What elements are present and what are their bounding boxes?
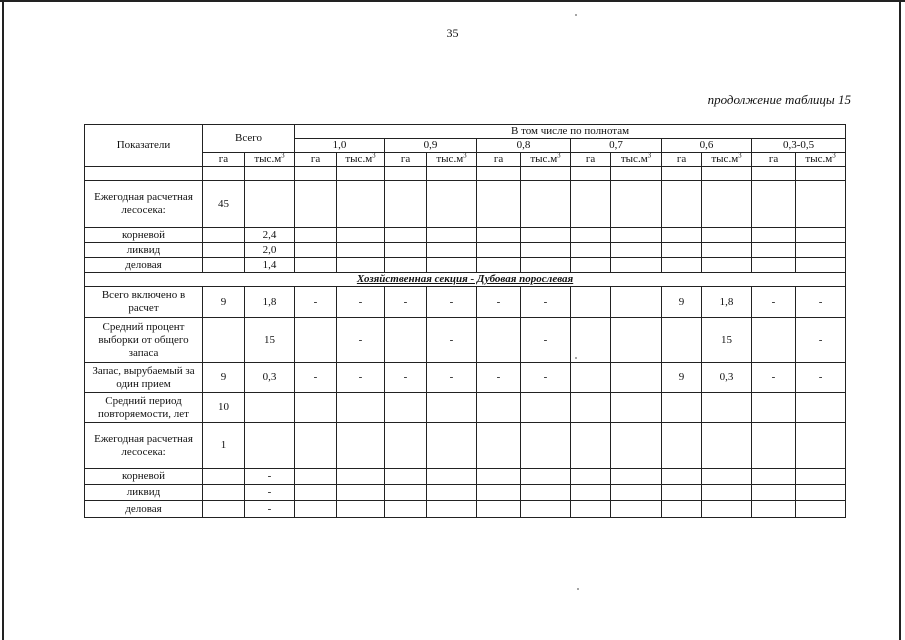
table-cell — [702, 258, 752, 273]
table-cell — [662, 393, 702, 423]
table-cell — [796, 469, 846, 485]
table-cell: 1,8 — [702, 287, 752, 318]
table-cell — [752, 167, 796, 181]
table-cell — [385, 501, 427, 518]
table-cell — [337, 485, 385, 501]
table-cell — [295, 318, 337, 363]
table-cell: 2,4 — [245, 228, 295, 243]
table-cell — [796, 485, 846, 501]
table-cell — [571, 181, 611, 228]
table-cell — [477, 501, 521, 518]
table-cell: - — [477, 363, 521, 393]
table-cell — [662, 423, 702, 469]
table-cell: - — [427, 287, 477, 318]
table-cell — [796, 501, 846, 518]
forest-table — [84, 124, 846, 518]
table-cell — [611, 501, 662, 518]
table-cell — [295, 485, 337, 501]
header-unit-ha: га — [571, 153, 611, 167]
table-cell — [611, 363, 662, 393]
table-cell — [385, 393, 427, 423]
table-cell — [521, 243, 571, 258]
table-cell — [571, 423, 611, 469]
table-cell — [796, 258, 846, 273]
table-cell — [385, 258, 427, 273]
header-unit-volume: $тыс.м^3$ — [427, 153, 477, 167]
table-cell: - — [796, 287, 846, 318]
table-cell — [752, 243, 796, 258]
table-cell: 9 — [662, 287, 702, 318]
table-cell — [521, 469, 571, 485]
table-row — [85, 258, 846, 273]
table-cell — [521, 228, 571, 243]
table-cell — [245, 167, 295, 181]
table-cell — [611, 485, 662, 501]
table-cell — [796, 393, 846, 423]
table-cell — [295, 228, 337, 243]
table-cell: - — [245, 501, 295, 518]
table-cell — [203, 318, 245, 363]
table-cell: 1,8 — [245, 287, 295, 318]
table-cell: - — [427, 363, 477, 393]
table-cell — [385, 228, 427, 243]
table-row — [85, 393, 846, 423]
table-cell — [611, 287, 662, 318]
table-cell — [702, 469, 752, 485]
table-row — [85, 363, 846, 393]
table-cell — [385, 485, 427, 501]
table-cell: - — [752, 363, 796, 393]
table-cell — [477, 318, 521, 363]
table-cell — [611, 469, 662, 485]
table-cell — [245, 393, 295, 423]
header-unit-volume: $тыс.м^3$ — [521, 153, 571, 167]
table-cell: 15 — [245, 318, 295, 363]
table-cell — [385, 243, 427, 258]
row-label: корневой — [85, 469, 203, 485]
header-unit-ha: га — [477, 153, 521, 167]
header-unit-volume: $тыс.м^3$ — [611, 153, 662, 167]
table-cell — [571, 501, 611, 518]
table-cell — [662, 485, 702, 501]
row-label: корневой — [85, 228, 203, 243]
header-unit-ha: га — [203, 153, 245, 167]
table-cell — [295, 167, 337, 181]
table-cell: 9 — [203, 363, 245, 393]
table-cell — [571, 287, 611, 318]
table-cell — [295, 181, 337, 228]
table-cell — [477, 181, 521, 228]
table-cell — [752, 423, 796, 469]
table-cell — [702, 167, 752, 181]
table-cell: 45 — [203, 181, 245, 228]
row-label: деловая — [85, 258, 203, 273]
table-cell — [662, 258, 702, 273]
row-label — [85, 167, 203, 181]
row-label: Всего включено в расчет — [85, 287, 203, 318]
section-title: Хозяйственная секция - Дубовая порослевая — [85, 273, 846, 287]
header-unit-volume: $тыс.м^3$ — [796, 153, 846, 167]
table-cell — [477, 258, 521, 273]
table-cell: - — [337, 363, 385, 393]
table-cell — [337, 393, 385, 423]
scan-speck — [575, 357, 577, 359]
table-cell — [611, 228, 662, 243]
table-cell: 0,3 — [245, 363, 295, 393]
table-cell — [702, 181, 752, 228]
table-cell — [385, 469, 427, 485]
table-cell — [427, 485, 477, 501]
row-label: деловая — [85, 501, 203, 518]
table-cell — [571, 469, 611, 485]
table-row — [85, 287, 846, 318]
table-cell — [611, 393, 662, 423]
row-label: ликвид — [85, 485, 203, 501]
table-cell — [662, 501, 702, 518]
table-cell: 0,3 — [702, 363, 752, 393]
table-cell — [477, 485, 521, 501]
table-cell — [571, 393, 611, 423]
table-cell — [337, 167, 385, 181]
header-unit-ha: га — [385, 153, 427, 167]
table-cell: - — [245, 485, 295, 501]
table-cell — [337, 258, 385, 273]
page-border-right — [899, 0, 901, 640]
table-caption: продолжение таблицы 15 — [707, 92, 851, 107]
table-cell — [521, 258, 571, 273]
table-cell — [203, 485, 245, 501]
table-cell — [521, 501, 571, 518]
header-unit-volume: $тыс.м^3$ — [337, 153, 385, 167]
table-cell — [203, 258, 245, 273]
header-density: 0,6 — [662, 139, 752, 153]
table-cell — [571, 318, 611, 363]
table-cell — [427, 258, 477, 273]
table-cell — [702, 393, 752, 423]
table-cell — [427, 243, 477, 258]
table-cell — [245, 181, 295, 228]
table-cell — [427, 228, 477, 243]
table-row — [85, 501, 846, 518]
table-cell — [796, 181, 846, 228]
table-row — [85, 469, 846, 485]
table-cell — [477, 228, 521, 243]
page-border-top — [0, 0, 905, 2]
table-cell — [337, 501, 385, 518]
scan-speck — [577, 588, 579, 590]
table-cell — [477, 167, 521, 181]
header-unit-ha: га — [752, 153, 796, 167]
table-cell: 2,0 — [245, 243, 295, 258]
page-number: 35 — [446, 26, 459, 40]
table-cell: - — [521, 318, 571, 363]
table-cell — [662, 167, 702, 181]
table-cell — [662, 228, 702, 243]
table-cell: - — [337, 287, 385, 318]
table-cell — [662, 469, 702, 485]
table-cell — [427, 181, 477, 228]
row-label: Ежегодная расчетная лесосека: — [85, 181, 203, 228]
table-cell — [571, 243, 611, 258]
header-unit-ha: га — [295, 153, 337, 167]
table-cell — [611, 181, 662, 228]
table-cell — [752, 393, 796, 423]
table-cell — [385, 318, 427, 363]
header-density: 0,3-0,5 — [752, 139, 846, 153]
table-cell — [337, 228, 385, 243]
table-row — [85, 167, 846, 181]
table-cell — [702, 501, 752, 518]
header-total: Всего — [203, 125, 295, 153]
table-cell: - — [295, 287, 337, 318]
table-cell — [337, 181, 385, 228]
row-label: ликвид — [85, 243, 203, 258]
table-cell — [521, 423, 571, 469]
header-unit-ha: га — [662, 153, 702, 167]
table-cell — [203, 501, 245, 518]
table-cell: 1 — [203, 423, 245, 469]
header-unit-volume: $тыс.м^3$ — [702, 153, 752, 167]
table-cell: - — [385, 363, 427, 393]
table-cell — [203, 243, 245, 258]
table-row — [85, 273, 846, 287]
table-row — [85, 318, 846, 363]
table-cell — [752, 258, 796, 273]
row-label: Средний процент выборки от общего запаса — [85, 318, 203, 363]
page-border-left — [2, 0, 4, 640]
table-cell — [295, 258, 337, 273]
table-cell — [203, 167, 245, 181]
table-cell — [477, 469, 521, 485]
table-cell — [385, 423, 427, 469]
table-cell — [427, 501, 477, 518]
header-density: 0,7 — [571, 139, 662, 153]
table-cell: - — [385, 287, 427, 318]
table-cell — [702, 228, 752, 243]
table-cell: - — [796, 318, 846, 363]
table-cell — [477, 243, 521, 258]
table-cell — [477, 423, 521, 469]
table-cell — [662, 318, 702, 363]
table-row — [85, 181, 846, 228]
table-cell — [245, 423, 295, 469]
table-cell — [752, 485, 796, 501]
table-cell — [611, 318, 662, 363]
table-cell — [295, 393, 337, 423]
table-cell — [571, 167, 611, 181]
table-cell — [702, 485, 752, 501]
table-cell — [427, 469, 477, 485]
table-cell: - — [245, 469, 295, 485]
row-label: Ежегодная расчетная лесосека: — [85, 423, 203, 469]
table-cell — [521, 181, 571, 228]
table-cell: - — [521, 287, 571, 318]
table-row — [85, 228, 846, 243]
table-body — [85, 167, 846, 518]
row-label: Запас, вырубаемый за один прием — [85, 363, 203, 393]
table-cell — [752, 181, 796, 228]
table-row — [85, 243, 846, 258]
table-cell — [796, 243, 846, 258]
table-cell — [521, 167, 571, 181]
table-cell — [477, 393, 521, 423]
table-cell — [427, 167, 477, 181]
table-cell — [796, 423, 846, 469]
header-indicators: Показатели — [85, 125, 203, 167]
table-cell — [337, 469, 385, 485]
table-header — [85, 125, 846, 167]
table-cell — [337, 243, 385, 258]
table-cell — [611, 423, 662, 469]
table-cell: 15 — [702, 318, 752, 363]
table-cell — [385, 181, 427, 228]
table-cell: 9 — [662, 363, 702, 393]
table-cell — [662, 243, 702, 258]
table-row — [85, 423, 846, 469]
table-cell — [571, 258, 611, 273]
table-cell — [337, 423, 385, 469]
table-cell — [752, 318, 796, 363]
table-cell — [752, 501, 796, 518]
table-cell — [662, 181, 702, 228]
header-density: 0,9 — [385, 139, 477, 153]
table-cell: 9 — [203, 287, 245, 318]
table-cell — [611, 167, 662, 181]
table-cell — [702, 423, 752, 469]
table-cell: - — [337, 318, 385, 363]
table-cell — [611, 258, 662, 273]
table-cell: - — [477, 287, 521, 318]
table-cell — [521, 393, 571, 423]
table-cell — [295, 243, 337, 258]
header-density: 0,8 — [477, 139, 571, 153]
table-cell — [295, 501, 337, 518]
table-cell — [796, 167, 846, 181]
table-cell — [571, 485, 611, 501]
table-cell: - — [752, 287, 796, 318]
table-row — [85, 485, 846, 501]
header-by-density: В том числе по полнотам — [295, 125, 846, 139]
table-cell — [752, 469, 796, 485]
scan-speck — [575, 14, 577, 16]
table-cell — [203, 228, 245, 243]
header-unit-volume: $тыс.м^3$ — [245, 153, 295, 167]
header-density: 1,0 — [295, 139, 385, 153]
table-cell — [427, 423, 477, 469]
table-cell — [203, 469, 245, 485]
table-cell — [702, 243, 752, 258]
table-cell: - — [295, 363, 337, 393]
table-cell — [427, 393, 477, 423]
table-cell — [385, 167, 427, 181]
table-cell — [611, 243, 662, 258]
table-cell — [295, 423, 337, 469]
table-cell: - — [796, 363, 846, 393]
table-cell — [521, 485, 571, 501]
table-cell — [752, 228, 796, 243]
table-cell — [796, 228, 846, 243]
row-label: Средний период повторяемости, лет — [85, 393, 203, 423]
table-cell — [295, 469, 337, 485]
table-cell — [571, 363, 611, 393]
table-cell — [571, 228, 611, 243]
table-cell: - — [427, 318, 477, 363]
table-cell: 1,4 — [245, 258, 295, 273]
table-cell: 10 — [203, 393, 245, 423]
table-cell: - — [521, 363, 571, 393]
